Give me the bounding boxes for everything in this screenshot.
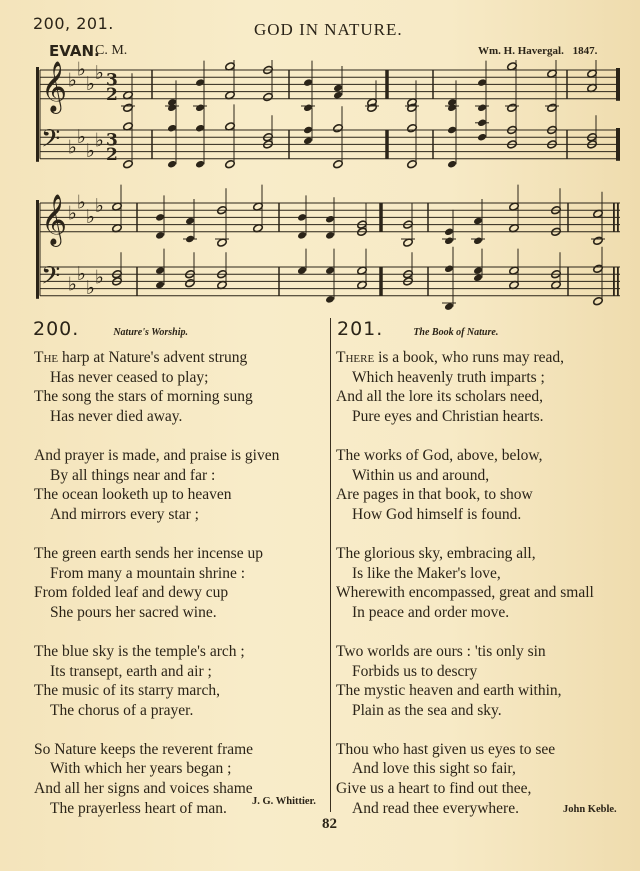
time-signature: 3: [106, 70, 118, 91]
double-barline: [613, 203, 615, 232]
column-divider: [330, 318, 331, 812]
barline: [136, 267, 138, 296]
verse-line: Pure eyes and Christian hearts.: [352, 407, 544, 425]
verse-line: And all the lore its scholars need,: [336, 388, 544, 406]
verse-line: The mystic heaven and earth within,: [336, 682, 562, 700]
barline: [427, 203, 429, 232]
flat-icon: ♭: [86, 140, 95, 163]
hymn-number: 201.: [337, 318, 384, 340]
verse-line: The ocean looketh up to heaven: [34, 486, 232, 504]
barline: [385, 70, 389, 99]
verse-line: With which her years began ;: [50, 760, 232, 778]
final-barline: [616, 68, 620, 101]
barline: [432, 70, 434, 99]
barline: [567, 267, 569, 296]
verse-line: How God himself is found.: [352, 505, 522, 523]
verse-line: And mirrors every star ;: [50, 505, 199, 523]
verse-line: Is like the Maker's love,: [352, 564, 501, 582]
system-bracket: [36, 200, 39, 299]
verse-line: The song the stars of morning sung: [34, 388, 253, 406]
hymn-201-heading: [337, 318, 498, 340]
barline: [288, 70, 290, 99]
bass-clef-icon: 𝄢: [41, 261, 61, 297]
bass-clef-icon: 𝄢: [41, 124, 61, 160]
verse-line: And prayer is made, and praise is given: [34, 446, 280, 464]
verse-line: And love this sight so fair,: [352, 760, 516, 778]
verse-line: So Nature keeps the reverent frame: [34, 740, 254, 758]
verse-line: And read thee everywhere.: [352, 799, 519, 817]
verse-line: Its transept, earth and air ;: [50, 662, 212, 680]
verse-line: Are pages in that book, to show: [336, 486, 533, 504]
hymn-201-text: [336, 348, 594, 818]
verse-line: Which heavenly truth imparts ;: [352, 368, 545, 386]
flat-icon: ♭: [95, 195, 104, 218]
hymn-200-heading: [33, 318, 188, 340]
tune-name: EVAN.: [49, 42, 100, 60]
verse-line: Forbids us to descry: [352, 662, 478, 680]
verse-line: Has never ceased to play;: [50, 368, 209, 386]
hymn-numbers: 200, 201.: [33, 14, 114, 33]
meter: C. M.: [95, 43, 128, 58]
verse-line: And all her signs and voices shame: [34, 780, 253, 798]
hymn-subtitle: Nature's Worship.: [113, 327, 188, 338]
verse-line: The chorus of a prayer.: [50, 701, 194, 719]
composer-name: Wm. H. Havergal.: [478, 45, 564, 57]
verse-line: The green earth sends her incense up: [34, 544, 263, 562]
barline: [567, 203, 569, 232]
barline: [427, 267, 429, 296]
verse-line: Within us and around,: [352, 466, 490, 484]
barline: [278, 203, 280, 232]
hymn-subtitle: The Book of Nature.: [413, 327, 499, 338]
flat-icon: ♭: [86, 206, 95, 228]
flat-icon: ♭: [77, 125, 86, 148]
flat-icon: ♭: [86, 277, 95, 300]
music-score: [0, 60, 640, 310]
double-barline: [617, 267, 619, 296]
first-word: There: [336, 349, 379, 366]
verse-line: The blue sky is the temple's arch ;: [34, 642, 245, 660]
composer-year: 1847.: [572, 45, 598, 57]
time-signature: 2: [106, 84, 118, 105]
verse-line: From many a mountain shrine :: [50, 564, 246, 582]
barline: [278, 267, 280, 296]
verse-line: In peace and order move.: [352, 603, 510, 621]
flat-icon: ♭: [86, 73, 95, 95]
hymn-200-text: [34, 348, 279, 818]
verse-line: The music of its starry march,: [34, 682, 220, 700]
verse-line: From folded leaf and dewy cup: [34, 584, 229, 602]
verse-line: Give us a heart to find out thee,: [336, 780, 532, 798]
verse-line: The glorious sky, embracing all,: [336, 544, 536, 562]
double-barline: [617, 203, 619, 232]
section-title: GOD IN NATURE.: [254, 20, 403, 39]
time-signature: 3: [106, 130, 118, 151]
flat-icon: ♭: [68, 136, 77, 159]
hymn-number: 200.: [33, 318, 80, 340]
double-barline: [613, 267, 615, 296]
verse-line: Wherewith encompassed, great and small: [336, 584, 594, 602]
final-barline: [616, 128, 620, 161]
flat-icon: ♭: [95, 62, 104, 85]
barline: [566, 70, 568, 99]
flat-icon: ♭: [95, 129, 104, 152]
verse-line: By all things near and far :: [50, 466, 216, 484]
barline: [136, 203, 138, 232]
verse-line: The works of God, above, below,: [336, 446, 543, 464]
flat-icon: ♭: [77, 60, 86, 81]
barline: [432, 130, 434, 159]
verse-line: Has never died away.: [50, 407, 183, 425]
system-bracket: [36, 67, 39, 162]
verse-line: Plain as the sea and sky.: [352, 701, 502, 719]
time-signature: 2: [106, 144, 118, 165]
flat-icon: ♭: [68, 69, 77, 92]
verse-line: She pours her sacred wine.: [50, 603, 217, 621]
flat-icon: ♭: [95, 266, 104, 289]
flat-icon: ♭: [77, 262, 86, 285]
barline: [151, 70, 153, 99]
first-word: The: [34, 349, 63, 366]
treble-clef-icon: 𝄞: [41, 60, 68, 112]
page-number: 82: [322, 816, 337, 832]
treble-clef-icon: 𝄞: [41, 193, 68, 245]
composer-credit: [478, 45, 597, 57]
barline: [151, 130, 153, 159]
attribution-whittier: J. G. Whittier.: [252, 796, 316, 807]
verse-line: Two worlds are ours : 'tis only sin: [336, 642, 546, 660]
verse-line: There is a book, who runs may read,: [336, 349, 565, 366]
verse-line: The harp at Nature's advent strung: [34, 349, 248, 366]
barline: [385, 130, 389, 159]
verse-line: The prayerless heart of man.: [50, 799, 227, 817]
flat-icon: ♭: [68, 273, 77, 296]
barline: [379, 203, 383, 232]
verse-line: Thou who hast given us eyes to see: [336, 740, 556, 758]
attribution-keble: John Keble.: [563, 804, 617, 815]
barline: [566, 130, 568, 159]
flat-icon: ♭: [68, 202, 77, 225]
barline: [288, 130, 290, 159]
barline: [379, 267, 383, 296]
flat-icon: ♭: [77, 191, 86, 214]
